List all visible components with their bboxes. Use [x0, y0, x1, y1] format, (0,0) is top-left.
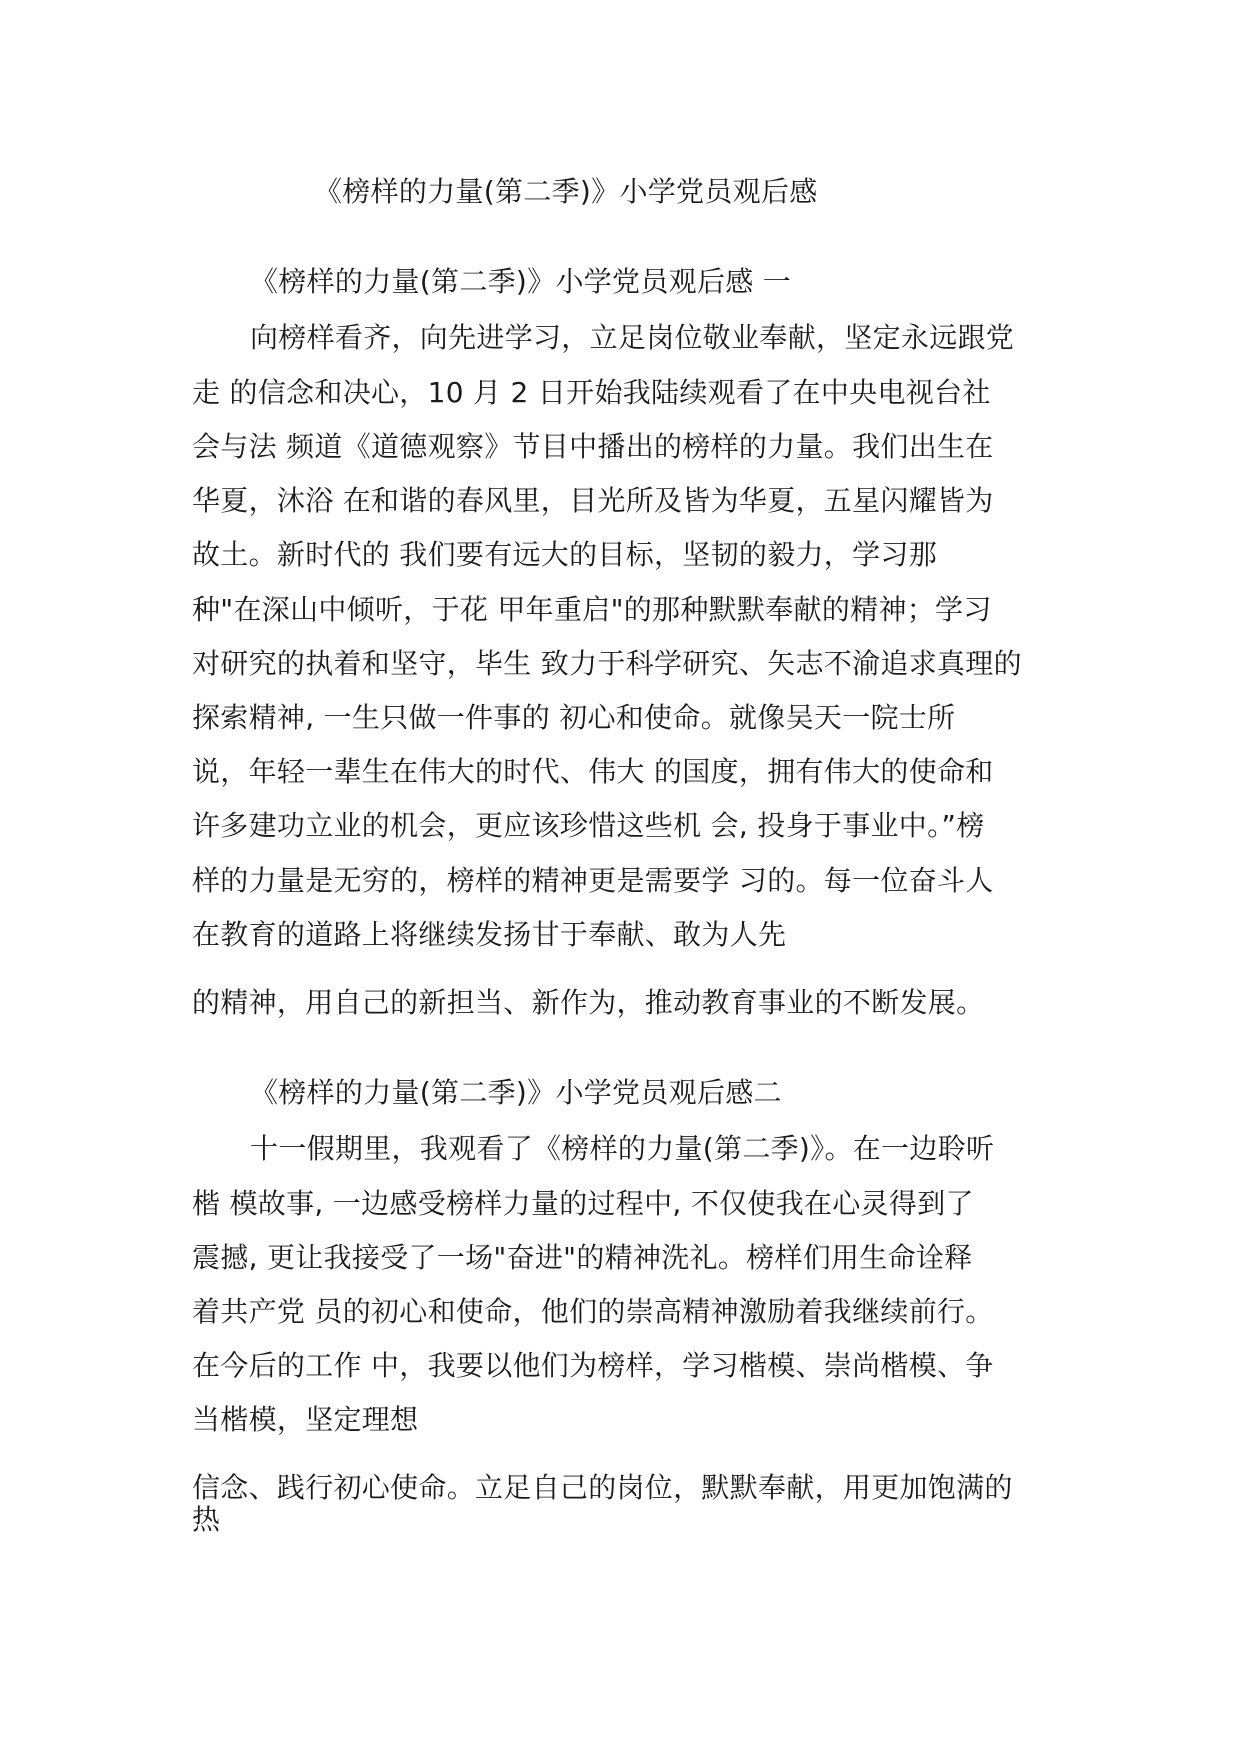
section-1-line: 会与法 频道《道德观察》节目中播出的榜样的力量。我们出生在	[192, 430, 994, 463]
section-1-line: 在教育的道路上将继续发扬甘于奉献、敢为人先	[192, 918, 787, 951]
section-2-line: 在今后的工作 中，我要以他们为榜样，学习楷模、崇尚楷模、争	[192, 1349, 994, 1382]
section-1-line: 故土。新时代的 我们要有远大的目标，坚韧的毅力，学习那	[192, 538, 938, 571]
section-2-line: 信念、践行初心使命。立足自己的岗位，默默奉献，用更加饱满的	[192, 1471, 1013, 1504]
section-2-line: 震撼, 更让我接受了一场"奋进"的精神洗礼。榜样们用生命诠释	[192, 1241, 973, 1274]
section-2-line: 楷 模故事, 一边感受榜样力量的过程中, 不仅使我在心灵得到了	[192, 1187, 974, 1220]
document-title: 《榜样的力量(第二季)》小学党员观后感	[314, 175, 818, 208]
section-1-line: 许多建功立业的机会，更应该珍惜这些机 会, 投身于事业中。”榜	[192, 809, 985, 842]
section-1-line: 种"在深山中倾听，于花 甲年重启"的那种默默奉献的精神；学习	[192, 593, 992, 626]
section-2-line: 热	[192, 1503, 221, 1536]
section-1-line: 华夏，沐浴 在和谐的春风里，目光所及皆为华夏，五星闪耀皆为	[192, 484, 994, 517]
section-2-line: 着共产党 员的初心和使命，他们的崇高精神激励着我继续前行。	[192, 1295, 994, 1328]
section-1-line: 样的力量是无穷的，榜样的精神更是需要学 习的。每一位奋斗人	[192, 864, 994, 897]
section-2-line: 当楷模，坚定理想	[192, 1403, 419, 1436]
section-1-line: 探索精神, 一生只做一件事的 初心和使命。就像吴天一院士所	[192, 701, 956, 734]
section-2-heading: 《榜样的力量(第二季)》小学党员观后感二	[250, 1076, 782, 1109]
section-1-line: 走 的信念和决心，10 月 2 日开始我陆续观看了在中央电视台社	[192, 376, 991, 409]
section-2-line: 十一假期里，我观看了《榜样的力量(第二季)》。在一边聆听	[250, 1132, 995, 1165]
section-1-line: 说，年轻一辈生在伟大的时代、伟大 的国度，拥有伟大的使命和	[192, 755, 994, 788]
section-1-heading: 《榜样的力量(第二季)》小学党员观后感 一	[250, 265, 792, 298]
section-1-line: 向榜样看齐，向先进学习，立足岗位敬业奉献，坚定永远跟党	[250, 321, 1015, 354]
section-1-line: 对研究的执着和坚守，毕生 致力于科学研究、矢志不渝追求真理的	[192, 647, 1022, 680]
section-1-line: 的精神，用自己的新担当、新作为，推动教育事业的不断发展。	[192, 986, 985, 1019]
